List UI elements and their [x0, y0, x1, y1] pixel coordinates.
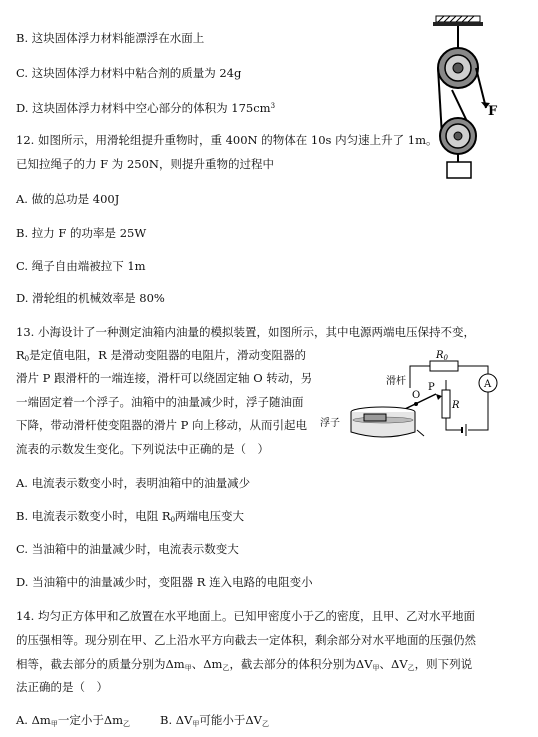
q14-stem-line-4: 法正确的是（ ） [16, 680, 108, 694]
lever-label: 滑杆 [386, 376, 406, 387]
q13-option-b: B. 电流表示数变小时，电阻 $R_0$两端电压变大 [16, 509, 245, 524]
q12-option-d: D. 滑轮组的机械效率是 80% [16, 291, 165, 305]
rheostat-r-label: R [452, 400, 460, 411]
q13-option-a: A. 电流表示数变小时，表明油箱中的油量减少 [16, 476, 251, 490]
q12-option-b: B. 拉力 F 的功率是 25W [16, 226, 147, 240]
q14-stem-line-1: 14. 均匀正方体甲和乙放置在水平地面上。已知甲密度小于乙的密度，且甲、乙对水平地面 [16, 609, 475, 623]
pivot-o-label: O [412, 390, 421, 401]
q11-option-c: C. 这块固体浮力材料中粘合剂的质量为 24g [16, 66, 242, 80]
q12-stem-line-2: 已知拉绳子的力 F 为 250N，则提升重物的过程中 [16, 157, 274, 171]
oil-gauge-figure [318, 350, 528, 450]
q14-option-a: A. $\Delta m_甲$一定小于$\Delta m_乙$ [16, 713, 131, 728]
q11-option-d: D. 这块固体浮力材料中空心部分的体积为 $175cm^3$ [16, 101, 276, 115]
q12-option-c: C. 绳子自由端被拉下 1m [16, 259, 146, 273]
q11-option-b: B. 这块固体浮力材料能漂浮在水面上 [16, 31, 205, 45]
pulley-figure [430, 12, 510, 180]
float-label: 浮子 [320, 418, 340, 429]
force-label: F [488, 104, 498, 119]
q13-option-d: D. 当油箱中的油量减少时，变阻器 R 连入电路的电阻变小 [16, 575, 313, 589]
q13-stem-line-5: 下降，带动滑杆使变阻器的滑片 P 向上移动，从而引起电 [16, 418, 308, 432]
q13-stem-line-4: 一端固定着一个浮子。油箱中的油量减少时，浮子随油面 [16, 395, 304, 409]
ammeter-symbol: A [484, 379, 492, 390]
r0-label: $R_0$ [436, 350, 448, 362]
q13-option-c: C. 当油箱中的油量减少时，电流表示数变大 [16, 542, 239, 556]
q14-option-b: B. $\Delta V_甲$可能小于$\Delta V_乙$ [160, 713, 269, 728]
slider-p-label: P [428, 382, 435, 393]
q14-stem-line-3: 相等，截去部分的质量分别为$\Delta m_甲$、$\Delta m_乙$，截去部分的体积分别为$\Delta V_甲$、$\Delta V_乙$，则下列说 [16, 657, 473, 672]
q13-stem-line-6: 流表的示数发生变化。下列说法中正确的是（ ） [16, 442, 269, 456]
q14-stem-line-2: 的压强相等。现分别在甲、乙上沿水平方向截去一定体积，剩余部分对水平地面的压强仍然 [16, 633, 476, 647]
q13-stem-line-1: 13. 小海设计了一种测定油箱内油量的模拟装置，如图所示，其中电源两端电压保持不变， [16, 325, 475, 339]
q13-stem-line-3: 滑片 P 跟滑杆的一端连接，滑杆可以绕固定轴 O 转动，另 [16, 371, 313, 385]
q12-stem-line-1: 12. 如图所示，用滑轮组提升重物时，重 400N 的物体在 10s 内匀速上升了 1m。 [16, 133, 438, 147]
q12-option-a: A. 做的总功是 400J [16, 192, 120, 206]
q13-stem-line-2: $R_0$是定值电阻，R 是滑动变阻器的电阻片，滑动变阻器的 [16, 348, 306, 363]
